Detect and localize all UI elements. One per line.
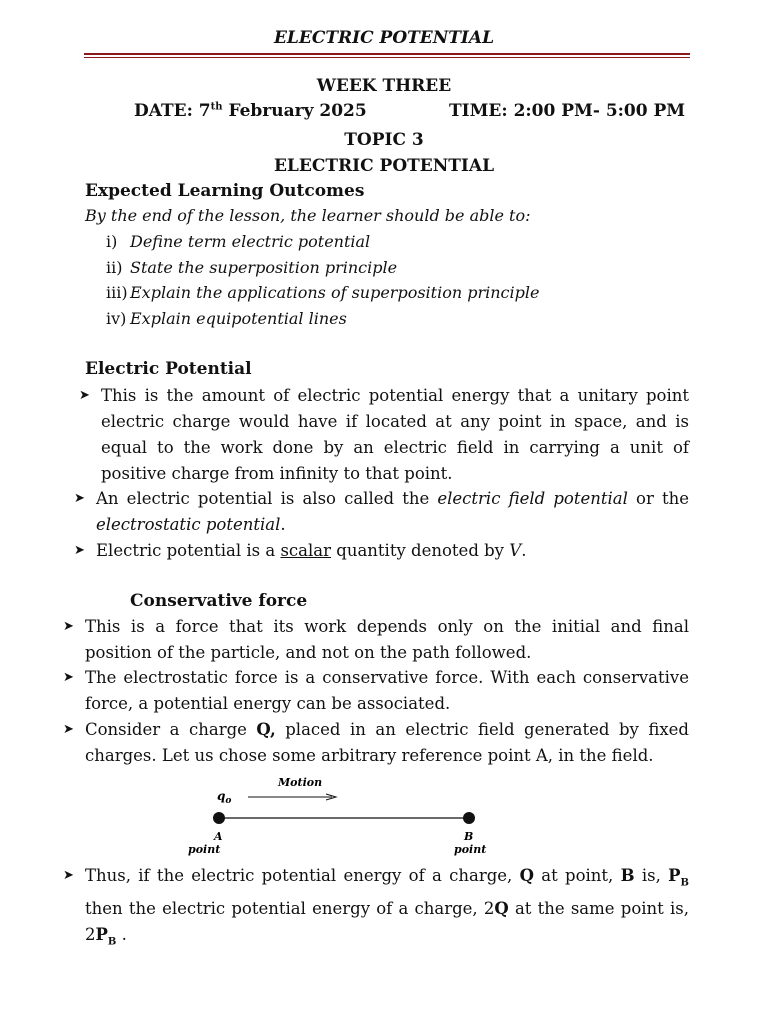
bullet-item: ➤ This is a force that its work depends only on the initial and final position of the particle, and not on the path followed. <box>85 614 689 666</box>
point-b-caption: point <box>454 843 487 856</box>
point-a-dot <box>213 812 225 824</box>
bullet-item: ➤ An electric potential is also called the electric field potential or the electrostatic potential. <box>96 486 689 538</box>
page-header-title: ELECTRIC POTENTIAL <box>273 28 495 48</box>
arrow-bullet-icon: ➤ <box>74 491 85 506</box>
arrow-bullet-icon: ➤ <box>74 543 85 558</box>
point-b-label: B <box>464 830 474 843</box>
time-label: TIME: 2:00 PM- 5:00 PM <box>449 101 686 121</box>
motion-arrow-icon <box>248 794 336 800</box>
arrow-bullet-icon: ➤ <box>63 670 74 685</box>
arrow-bullet-icon: ➤ <box>79 388 90 403</box>
bullet-item: ➤ Electric potential is a scalar quantity denoted by V. <box>96 538 689 564</box>
bullet-item: ➤ This is the amount of electric potential energy that a unitary point electric charge would have if located at any point in space, and is equal to the work done by an electric field in carrying a unit of positive charge from infinity to that point. <box>101 383 689 487</box>
date-label: DATE: 7th February 2025 <box>134 101 367 121</box>
electric-potential-heading: Electric Potential <box>85 359 252 379</box>
topic-title: ELECTRIC POTENTIAL <box>273 156 495 176</box>
point-a-caption: point <box>188 843 221 856</box>
outcome-item: iv) Explain equipotential lines <box>106 309 347 328</box>
header-rule <box>84 53 690 58</box>
outcomes-heading: Expected Learning Outcomes <box>85 181 365 201</box>
week-label: WEEK THREE <box>316 76 452 96</box>
outcomes-intro: By the end of the lesson, the learner should be able to: <box>85 206 531 225</box>
bullet-item: ➤ Consider a charge Q, placed in an electric field generated by fixed charges. Let us chose some arbitrary reference point A, in the field. <box>85 717 689 769</box>
bullet-item: ➤ Thus, if the electric potential energy of a charge, Q at point, B is, $P_B$ then the electric potential energy of a charge, 2Q at the same point is, $2P_B$ . <box>85 863 689 956</box>
arrow-bullet-icon: ➤ <box>63 722 74 737</box>
charge-motion-diagram <box>180 770 500 864</box>
outcome-item: i) Define term electric potential <box>106 232 371 251</box>
point-a-label: A <box>214 830 223 843</box>
motion-label: Motion <box>278 776 323 789</box>
arrow-bullet-icon: ➤ <box>63 868 74 883</box>
arrow-bullet-icon: ➤ <box>63 619 74 634</box>
topic-number: TOPIC 3 <box>344 130 424 150</box>
outcome-item: ii) State the superposition principle <box>106 258 398 277</box>
point-b-dot <box>463 812 475 824</box>
charge-label: $q_o$ <box>217 789 232 806</box>
conservative-force-heading: Conservative force <box>130 591 308 611</box>
bullet-item: ➤ The electrostatic force is a conservative force. With each conservative force, a potential energy can be associated. <box>85 665 689 717</box>
outcome-item: iii) Explain the applications of superposition principle <box>106 283 540 302</box>
